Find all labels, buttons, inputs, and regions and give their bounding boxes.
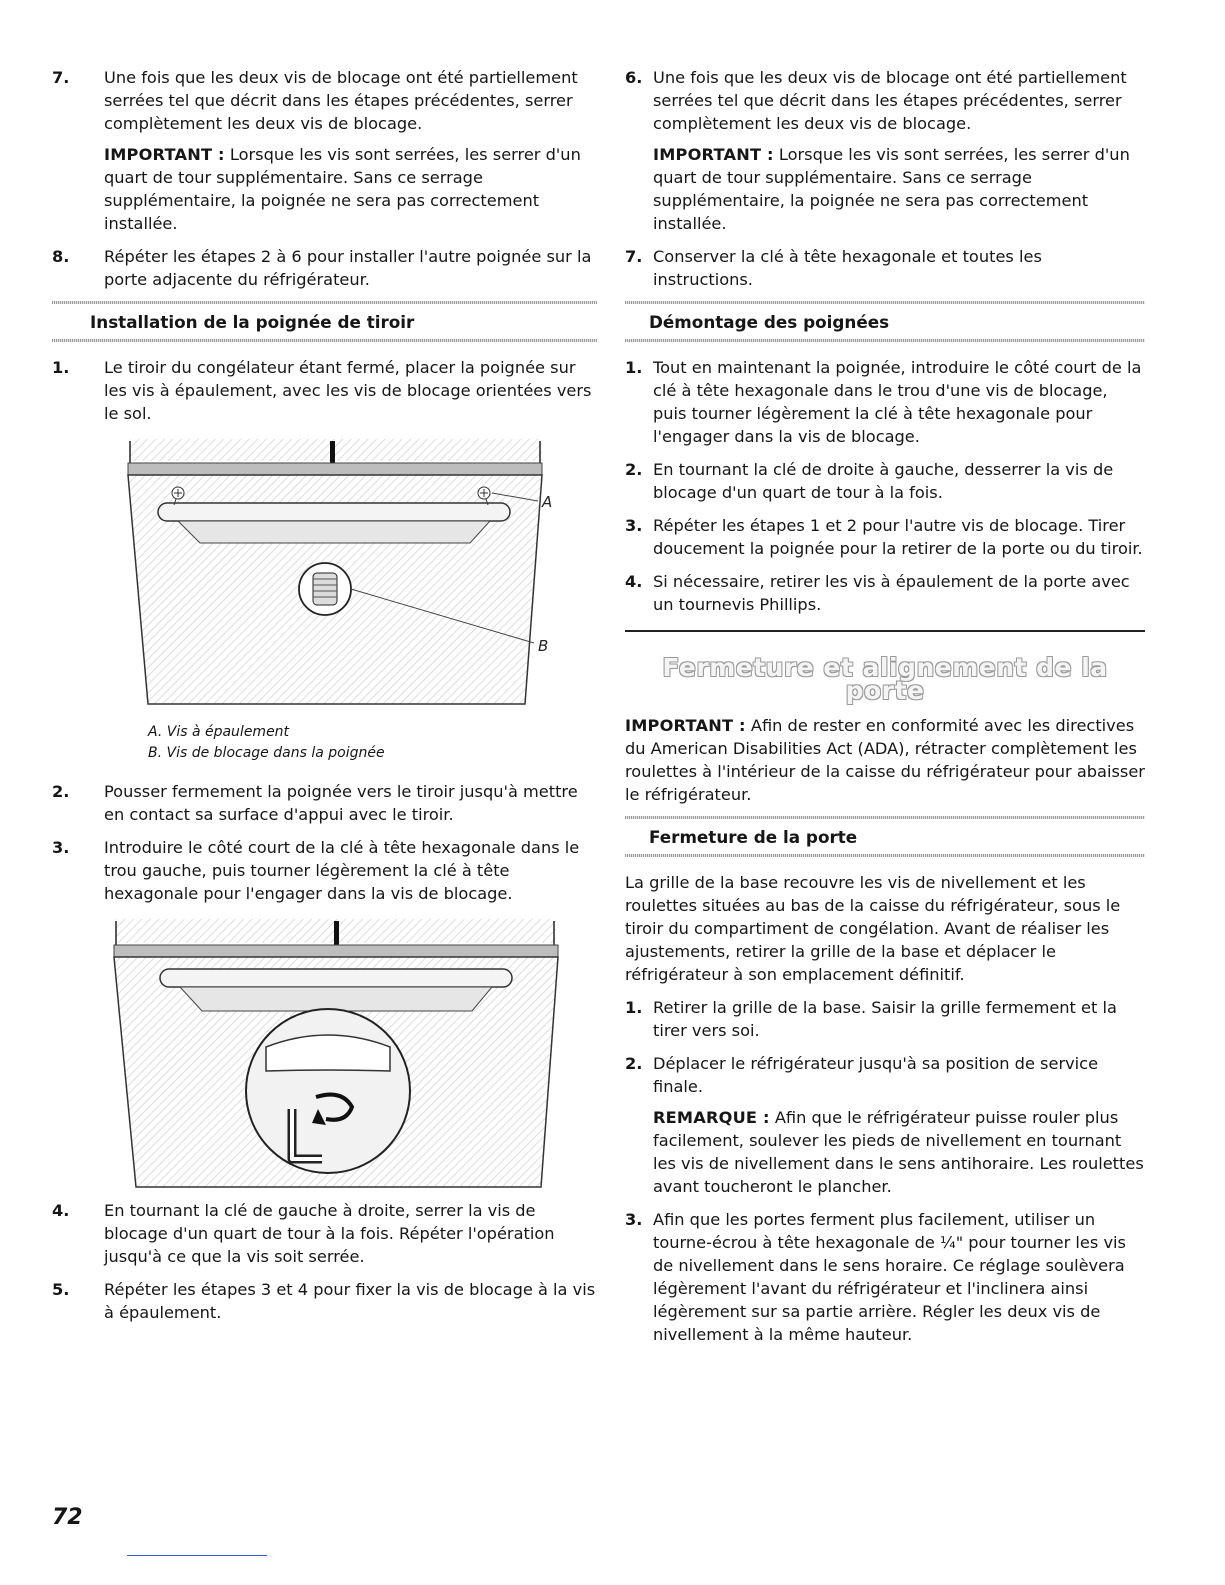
step-text: En tournant la clé de gauche à droite, serrer la vis de blocage d'un quart de tour à la fois. Répéter l'opération jusqu'à ce que la vis soit serrée. — [104, 1201, 555, 1266]
section-title: Fermeture de la porte — [649, 827, 858, 847]
drawer-handle — [160, 969, 512, 987]
right-column — [625, 66, 1145, 1356]
demontage-step-3 — [625, 514, 1145, 560]
door-bottom-edge — [130, 439, 542, 461]
important-text: Lorsque les vis sont serrées, les serrer d'un quart de tour supplémentaire. Sans ce serrage supplémentaire, la poignée ne sera pas correctement installée. — [653, 145, 1130, 233]
figure-caption — [52, 722, 597, 764]
drawer-step-1 — [52, 356, 597, 425]
step-number: 1. — [625, 998, 643, 1017]
drawer-handle-illustration — [130, 439, 553, 714]
step-number: 4. — [52, 1201, 70, 1220]
remarque-label: REMARQUE : — [653, 1108, 770, 1127]
demontage-step-1 — [625, 356, 1145, 448]
footer-link-line — [127, 1555, 267, 1556]
left-column — [52, 66, 597, 1334]
drawer-step-2 — [52, 780, 597, 826]
step-text: Répéter les étapes 3 et 4 pour fixer la vis de blocage à la vis à épaulement. — [104, 1280, 596, 1322]
step-number: 3. — [625, 516, 643, 535]
demontage-step-2 — [625, 458, 1145, 504]
step-number: 1. — [625, 358, 643, 377]
page-number: 72 — [52, 1505, 83, 1530]
drawer-handle — [158, 503, 510, 521]
step-number: 5. — [52, 1280, 70, 1299]
section-header-fermeture — [625, 816, 1145, 857]
step-number: 2. — [625, 1054, 643, 1073]
figure-drawer-handle-screws — [130, 439, 553, 714]
step-text: Si nécessaire, retirer les vis à épaulement de la porte avec un tournevis Phillips. — [653, 572, 1130, 614]
step-number: 3. — [625, 1210, 643, 1229]
drawer-top-gasket — [114, 945, 558, 957]
drawer-step-4 — [52, 1199, 597, 1268]
important-text: Lorsque les vis sont serrées, les serrer d'un quart de tour supplémentaire. Sans ce serrage supplémentaire, la poignée ne sera pas correctement installée. — [104, 145, 581, 233]
ada-important-note — [625, 714, 1145, 806]
remarque-note — [653, 1106, 1145, 1198]
caption-a: A. Vis à épaulement — [148, 724, 290, 740]
figure-hex-key — [116, 919, 556, 1191]
section-title: Installation de la poignée de tiroir — [90, 312, 415, 332]
zoom-circle — [246, 1009, 410, 1173]
step-number: 3. — [52, 838, 70, 857]
caption-b: B. Vis de blocage dans la poignée — [148, 745, 385, 761]
step-text: Répéter les étapes 1 et 2 pour l'autre vis de blocage. Tirer doucement la poignée pour la retirer de la porte ou du tiroir. — [653, 516, 1143, 558]
step-number: 2. — [52, 782, 70, 801]
demontage-step-4 — [625, 570, 1145, 616]
section-divider — [625, 630, 1145, 632]
section-title: Démontage des poignées — [649, 312, 890, 332]
fermeture-step-3 — [625, 1208, 1145, 1346]
step-text: En tournant la clé de droite à gauche, desserrer la vis de blocage d'un quart de tour à la fois. — [653, 460, 1114, 502]
label-a: A — [542, 493, 553, 511]
drawer-step-3 — [52, 836, 597, 905]
step-6 — [625, 66, 1145, 235]
drawer-top-gasket — [128, 463, 542, 475]
step-text: Retirer la grille de la base. Saisir la grille fermement et la tirer vers soi. — [653, 998, 1117, 1040]
step-text: Pousser fermement la poignée vers le tiroir jusqu'à mettre en contact sa surface d'appui avec le tiroir. — [104, 782, 578, 824]
important-note — [104, 143, 597, 235]
fermeture-step-2 — [625, 1052, 1145, 1198]
step-number: 8. — [52, 247, 70, 266]
step-number: 6. — [625, 68, 643, 87]
step-text: Introduire le côté court de la clé à tête hexagonale dans le trou gauche, puis tourner légèrement la clé à tête hexagonale pour l'engager dans la vis de blocage. — [104, 838, 580, 903]
set-screw-icon — [299, 563, 351, 615]
step-text: Répéter les étapes 2 à 6 pour installer l'autre poignée sur la porte adjacente du réfrigérateur. — [104, 247, 592, 289]
step-text: Afin que les portes ferment plus facilement, utiliser un tourne-écrou à tête hexagonale de ¼" pour tourner les vis de nivellement dans le sens horaire. Ce réglage soulèvera légèrement l'avant du réfrigérateur et l'inclinera ainsi légèrement sur sa partie arrière. Régler les deux vis de nivellement à la même hauteur. — [653, 1210, 1126, 1344]
step-7 — [52, 66, 597, 235]
important-label: IMPORTANT : — [104, 145, 225, 164]
door-gap — [330, 441, 335, 465]
step-text: Déplacer le réfrigérateur jusqu'à sa position de service finale. — [653, 1054, 1099, 1096]
step-text: Le tiroir du congélateur étant fermé, placer la poignée sur les vis à épaulement, avec les vis de blocage orientées vers le sol. — [104, 358, 592, 423]
important-text: Afin de rester en conformité avec les directives du American Disabilities Act (ADA), rétracter complètement les roulettes à l'intérieur de la caisse du réfrigérateur pour abaisser le réfrigérateur. — [625, 716, 1145, 804]
step-8 — [52, 245, 597, 291]
step-text: Conserver la clé à tête hexagonale et toutes les instructions. — [653, 247, 1042, 289]
drawer-step-5 — [52, 1278, 597, 1324]
door-gap — [334, 921, 339, 947]
important-label: IMPORTANT : — [625, 716, 746, 735]
section-header-demontage — [625, 301, 1145, 342]
step-number: 7. — [625, 247, 643, 266]
hex-key-illustration — [116, 919, 556, 1191]
step-7 — [625, 245, 1145, 291]
important-label: IMPORTANT : — [653, 145, 774, 164]
step-text: Une fois que les deux vis de blocage ont été partiellement serrées tel que décrit dans les étapes précédentes, serrer complètement les deux vis de blocage. — [653, 68, 1127, 133]
step-text: Une fois que les deux vis de blocage ont été partiellement serrées tel que décrit dans les étapes précédentes, serrer complètement les deux vis de blocage. — [104, 68, 578, 133]
step-number: 4. — [625, 572, 643, 591]
step-number: 7. — [52, 68, 70, 87]
step-text: Tout en maintenant la poignée, introduire le côté court de la clé à tête hexagonale dans le trou d'une vis de blocage, puis tourner légèrement la clé à tête hexagonale pour l'engager dans la vis de blocage. — [653, 358, 1142, 446]
handle-closeup — [266, 1035, 390, 1071]
handle-base — [180, 987, 492, 1011]
label-b: B — [538, 637, 549, 655]
section-header-drawer-handle — [52, 301, 597, 342]
fermeture-step-1 — [625, 996, 1145, 1042]
remarque-text: Afin que le réfrigérateur puisse rouler plus facilement, soulever les pieds de nivellement en tournant les vis de nivellement dans le sens antihoraire. Les roulettes avant toucheront le plancher. — [653, 1108, 1144, 1196]
important-note — [653, 143, 1145, 235]
fermeture-intro: La grille de la base recouvre les vis de nivellement et les roulettes situées au bas de la caisse du réfrigérateur, sous le tiroir du compartiment de congélation. Avant de réaliser les ajustements, retirer la grille de la base et déplacer le réfrigérateur à son emplacement définitif. — [625, 873, 1121, 984]
chapter-title: Fermeture et alignement de la porte — [662, 653, 1108, 705]
step-number: 1. — [52, 358, 70, 377]
step-number: 2. — [625, 460, 643, 479]
handle-base — [178, 521, 490, 543]
